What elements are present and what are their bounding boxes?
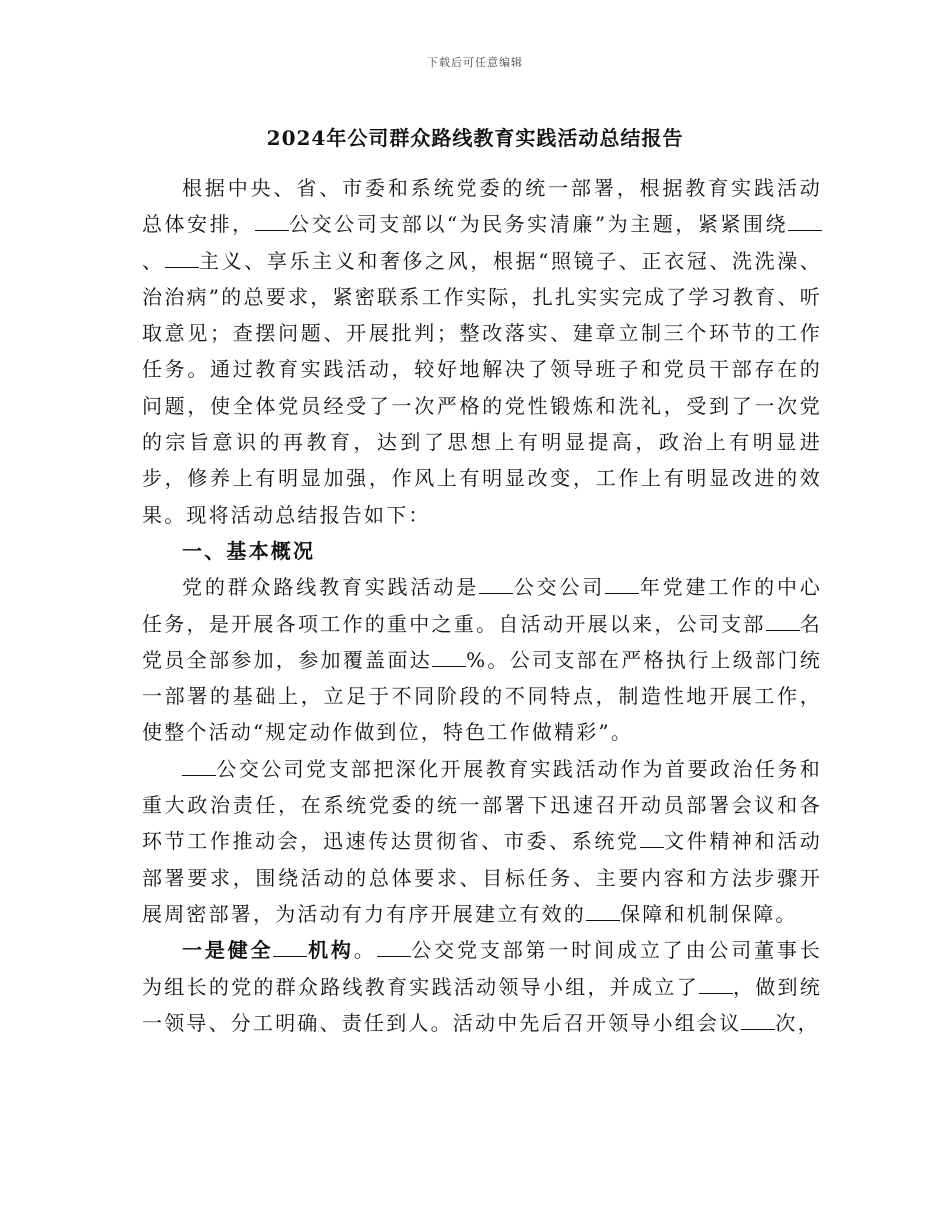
lead-phrase: 一是健全: [182, 938, 274, 963]
fill-blank: [273, 935, 307, 957]
text-run: 公交公司: [513, 575, 606, 600]
text-run: ，做到统一领导、分工明确、责任到人。活动中先后召开领导小组会议: [142, 974, 822, 1035]
paragraph-organization: [142, 932, 822, 1041]
text-run: %。公司支部在严格执行上级部门统一部署的基础上，立足于不同阶段的不同特点，制造性地开展工作，使整个活动“规定动作做到位，特色工作做精彩”。: [142, 647, 822, 745]
text-run: 党的群众路线教育实践活动是: [182, 575, 480, 600]
fill-blank: [788, 209, 822, 231]
paragraph-deployment: [142, 751, 822, 932]
fill-blank: [165, 246, 199, 268]
text-run: 次，: [775, 1010, 820, 1035]
text-run: 保障和机制保障。: [620, 901, 798, 926]
fill-blank: [586, 899, 620, 921]
fill-blank: [182, 754, 216, 776]
text-run: 文件精神和活动部署要求，围绕活动的总体要求、目标任务、主要内容和方法步骤开展周密部署，为活动有力有序开展建立有效的: [142, 829, 822, 926]
text-run: 、: [142, 248, 165, 273]
fill-blank: [640, 826, 664, 848]
header-note: 下载后可任意编辑: [427, 56, 523, 69]
text-run: 主义、享乐主义和奢侈之风，根据“照镜子、正衣冠、洗洗澡、治治病”的总要求，紧密联系工作实际，扎扎实实完成了学习教育、听取意见；查摆问题、开展批判；整改落实、建章立制三个环节的工作任务。通过教育实践活动，较好地解决了领导班子和党员干部存在的问题，使全体党员经受了一次严格的党性锻炼和洗礼，受到了一次党的宗旨意识的再教育，达到了思想上有明显提高，政治上有明显进步，修养上有明显加强，作风上有明显改变，工作上有明显改进的效果。现将活动总结报告如下：: [142, 248, 823, 527]
document-body: [142, 170, 822, 1041]
page-title: 2024年公司群众路线教育实践活动总结报告: [266, 126, 684, 150]
fill-blank: [699, 972, 733, 994]
fill-blank: [377, 935, 411, 957]
text-run: 。: [353, 938, 377, 963]
section-heading-basic-overview: 一、基本概况: [182, 538, 316, 563]
paragraph-intro: [142, 170, 822, 533]
text-run: 年党建工作的中心任务，是开展各项工作的重中之重。自活动开展以来，公司支部: [142, 575, 822, 636]
text-run: 名党员全部参加，参加覆盖面达: [142, 611, 822, 672]
fill-blank: [255, 209, 289, 231]
text-run: 根据中央、省、市委和系统党委的统一部署，根据教育实践活动总体安排，: [142, 176, 822, 237]
lead-phrase: 机构: [307, 938, 354, 963]
text-run: 公交公司支部以“为民务实清廉”为主题，紧紧围绕: [288, 212, 788, 237]
paragraph-overview: [142, 569, 822, 750]
fill-blank: [766, 609, 800, 631]
text-run: 公交党支部第一时间成立了由公司董事长为组长的党的群众路线教育实践活动领导小组，并成立了: [142, 938, 822, 999]
fill-blank: [741, 1008, 775, 1030]
fill-blank: [432, 645, 466, 667]
fill-blank: [479, 572, 513, 594]
fill-blank: [605, 572, 639, 594]
text-run: 公交公司党支部把深化开展教育实践活动作为首要政治任务和重大政治责任，在系统党委的统一部署下迅速召开动员部署会议和各环节工作推动会，迅速传达贯彻省、市委、系统党: [142, 756, 822, 854]
